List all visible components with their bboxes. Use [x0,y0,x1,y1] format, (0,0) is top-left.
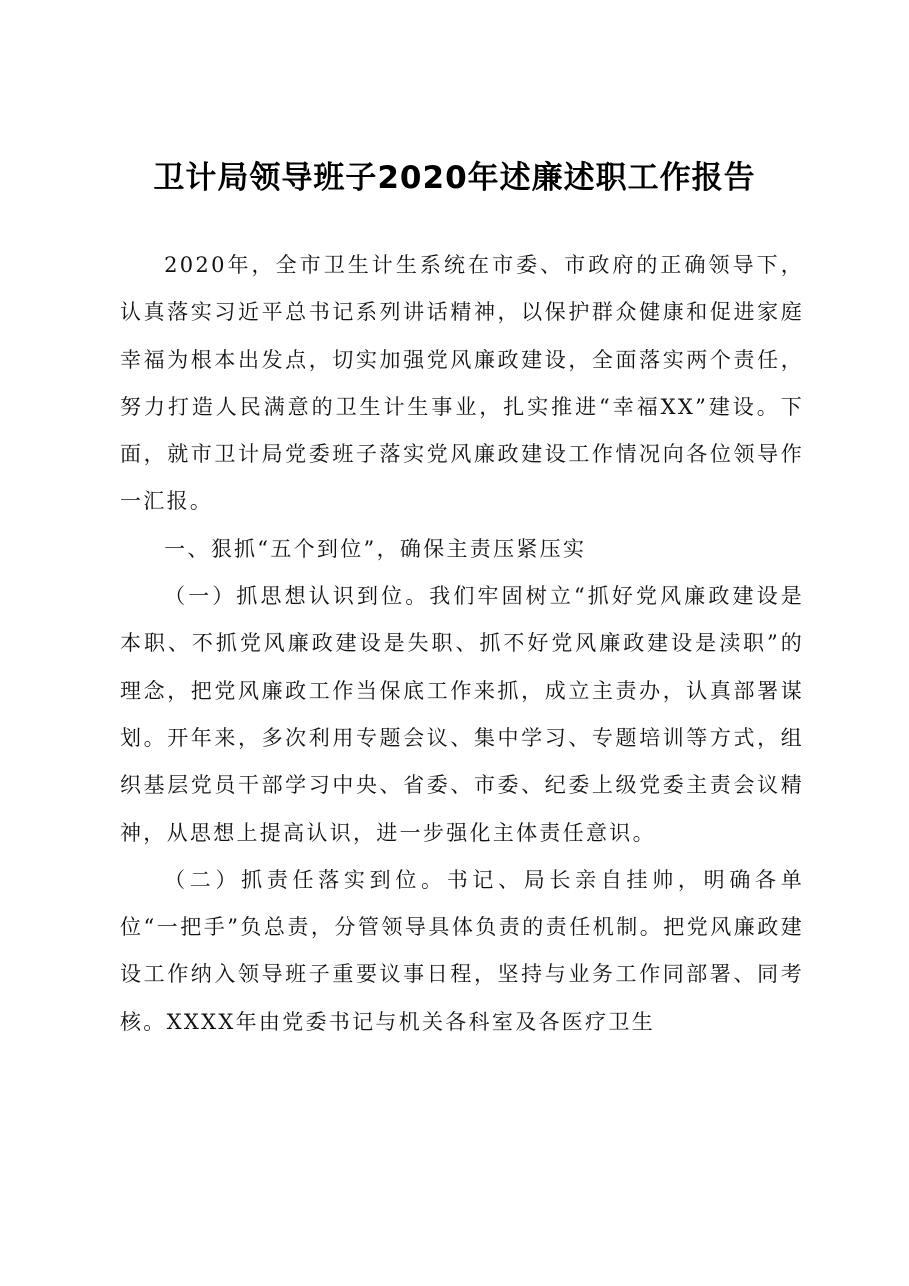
document-body [120,242,804,1046]
section-heading-1: 一、狠抓“五个到位”，确保主责压紧压实 [164,536,587,561]
subsection-paragraph-2: （二）抓责任落实到位。书记、局长亲自挂帅，明确各单位“一把手”负总责，分管领导具体负责的责任机制。把党风廉政建设工作纳入领导班子重要议事日程，坚持与业务工作同部署、同考核。XXXX年由党委书记与机关各科室及各医疗卫生 [120,867,804,1034]
intro-paragraph: 2020年，全市卫生计生系统在市委、市政府的正确领导下，认真落实习近平总书记系列讲话精神，以保护群众健康和促进家庭幸福为根本出发点，切实加强党风廉政建设，全面落实两个责任，努力打造人民满意的卫生计生事业，扎实推进“幸福XX”建设。下面，就市卫计局党委班子落实党风廉政建设工作情况向各位领导作一汇报。 [120,253,804,514]
subsection-paragraph-1: （一）抓思想认识到位。我们牢固树立“抓好党风廉政建设是本职、不抓党风廉政建设是失职、抓不好党风廉政建设是渎职”的理念，把党风廉政工作当保底工作来抓，成立主责办，认真部署谋划。开年来，多次利用专题会议、集中学习、专题培训等方式，组织基层党员干部学习中央、省委、市委、纪委上级党委主责会议精神，从思想上提高认识，进一步强化主体责任意识。 [120,584,804,845]
document-title: 卫计局领导班子2020年述廉述职工作报告 [153,160,756,196]
